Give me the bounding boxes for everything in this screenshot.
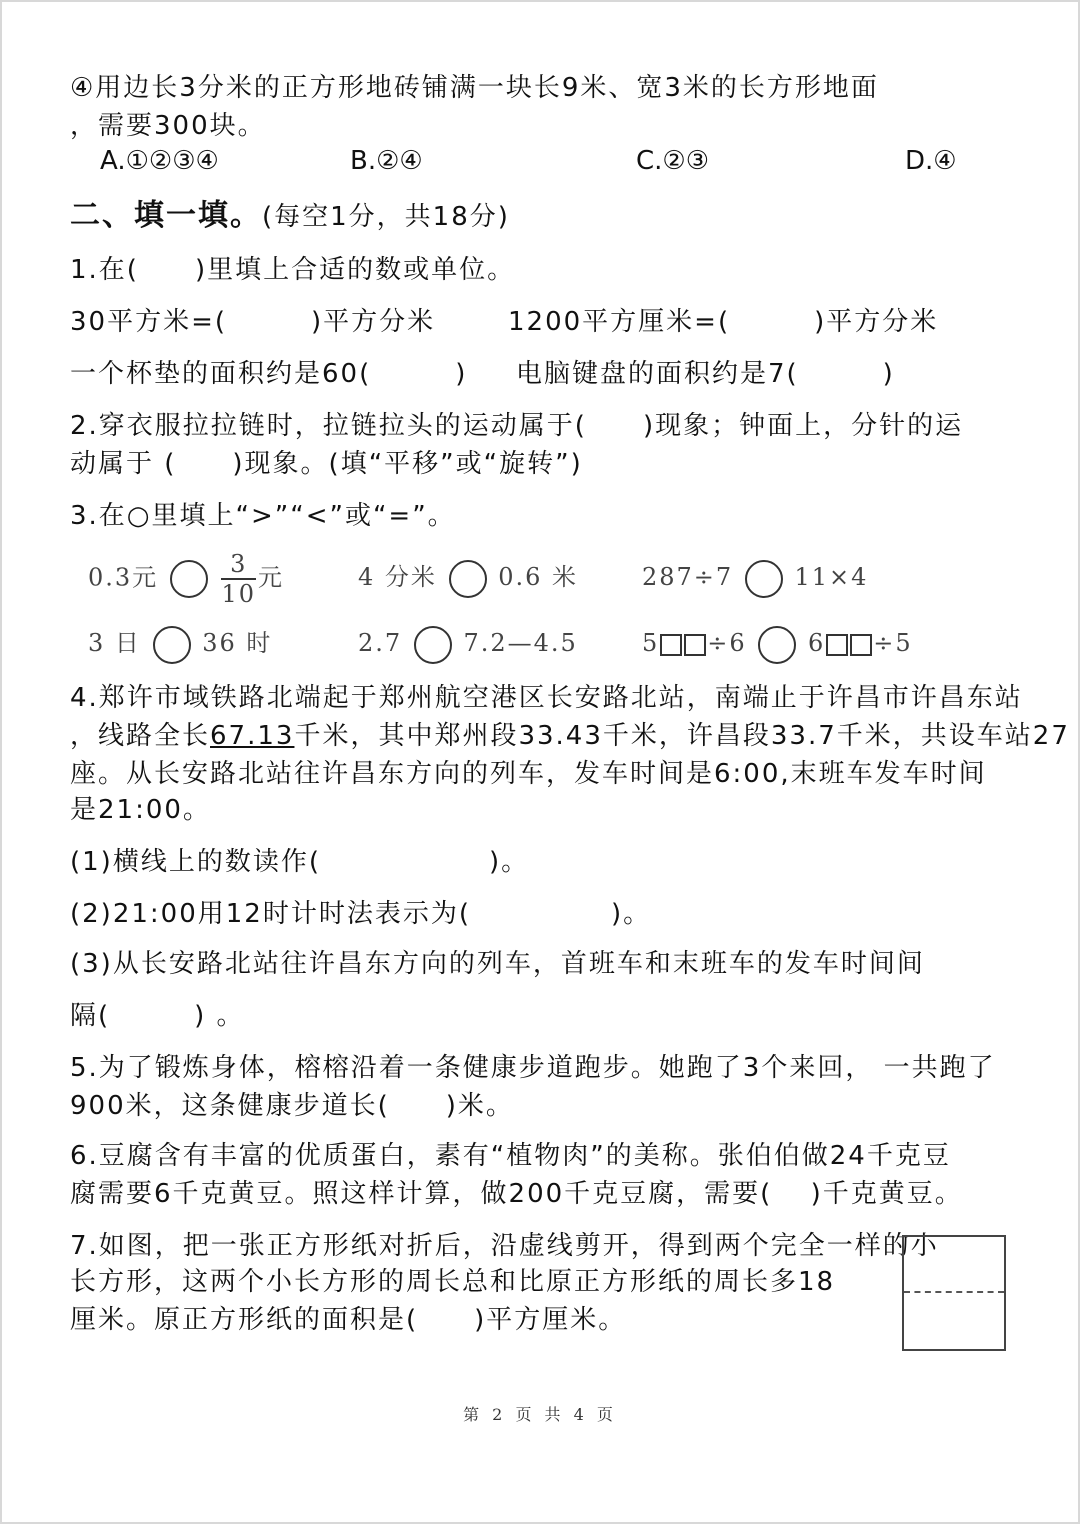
q6-line1: 6.豆腐含有丰富的优质蛋白，素有“植物肉”的美称。张伯伯做24千克豆 <box>70 1141 951 1171</box>
q7-line2: 长方形，这两个小长方形的周长总和比原正方形纸的周长多18 <box>70 1267 836 1297</box>
q6-line2: 腐需要6千克黄豆。照这样计算，做200千克豆腐，需要( )千克黄豆。 <box>70 1179 963 1209</box>
q3-stem: 3.在○里填上“>”“<”或“=”。 <box>70 501 456 531</box>
q7-line1: 7.如图，把一张正方形纸对折后，沿虚线剪开，得到两个完全一样的小 <box>70 1231 939 1261</box>
fraction-numerator: 3 <box>221 552 256 580</box>
compare-1-unit: 元 <box>258 563 284 592</box>
page-footer: 第 2 页 共 4 页 <box>463 1405 617 1424</box>
compare-5-left: 2.7 <box>358 629 403 657</box>
section-heading <box>70 198 510 235</box>
q4-line2-post: 千米，其中郑州段33.43千米，许昌段33.7千米，共设车站27 <box>294 721 1070 751</box>
compare-3-left: 287÷7 <box>642 563 734 591</box>
option-d: D.④ <box>905 146 957 176</box>
q2-line1: 2.穿衣服拉拉链时，拉链拉头的运动属于( )现象；钟面上，分针的运 <box>70 411 964 441</box>
q4-underlined-number: 67.13 <box>210 721 295 751</box>
q4-sub1: (1)横线上的数读作( )。 <box>70 847 530 877</box>
compare-4-left: 3 日 <box>88 629 141 657</box>
square-paper-figure <box>902 1235 1006 1351</box>
q4-line2-pre: ，线路全长 <box>70 721 211 751</box>
fraction <box>221 552 256 606</box>
q1-row2-left: 一个杯垫的面积约是60( ) <box>70 359 468 389</box>
choice-item-4-line2: ，需要300块。 <box>70 111 266 141</box>
compare-2-left: 4 分米 <box>358 563 437 591</box>
q7-line3: 厘米。原正方形纸的面积是( )平方厘米。 <box>70 1305 627 1335</box>
compare-6-right-op: ÷5 <box>873 629 913 657</box>
q1-stem: 1.在( )里填上合适的数或单位。 <box>70 255 516 285</box>
q4-sub3-line1: (3)从长安路北站往许昌东方向的列车，首班车和末班车的发车时间间 <box>70 949 925 979</box>
q5-line1: 5.为了锻炼身体，榕榕沿着一条健康步道跑步。她跑了3个来回， 一共跑了 <box>70 1053 996 1083</box>
fraction-denominator: 10 <box>221 580 256 608</box>
q4-line3: 座。从长安路北站往许昌东方向的列车，发车时间是6:00,末班车发车时间 <box>70 759 987 789</box>
digit-box[interactable] <box>850 634 872 656</box>
option-c: C.②③ <box>636 146 710 176</box>
digit-box[interactable] <box>826 634 848 656</box>
compare-2-circle[interactable] <box>449 560 487 598</box>
digit-box[interactable] <box>684 634 706 656</box>
q4-sub2: (2)21:00用12时计时法表示为( )。 <box>70 899 652 929</box>
compare-1 <box>88 552 284 606</box>
section-subtitle: (每空1分，共18分) <box>262 202 510 232</box>
option-b: B.②④ <box>350 146 423 176</box>
q2-line2: 动属于 ( )现象。(填“平移”或“旋转”) <box>70 449 583 479</box>
q4-line2 <box>70 718 1070 754</box>
compare-4 <box>88 618 272 668</box>
q5-line2: 900米，这条健康步道长( )米。 <box>70 1091 514 1121</box>
compare-1-left: 0.3元 <box>88 563 159 592</box>
compare-3-right: 11×4 <box>794 563 869 591</box>
option-a: A.①②③④ <box>100 146 219 176</box>
q4-line1: 4.郑许市域铁路北端起于郑州航空港区长安路北站，南端止于许昌市许昌东站 <box>70 683 1023 713</box>
compare-2 <box>358 552 578 602</box>
dashed-cut-line <box>904 1291 1004 1293</box>
choice-item-4-line1: ④用边长3分米的正方形地砖铺满一块长9米、宽3米的长方形地面 <box>70 73 879 103</box>
compare-6 <box>642 618 913 668</box>
compare-6-circle[interactable] <box>758 626 796 664</box>
compare-6-left-op: ÷6 <box>707 629 747 657</box>
q1-row1-right: 1200平方厘米=( )平方分米 <box>508 307 939 337</box>
q1-row1-left: 30平方米=( )平方分米 <box>70 307 436 337</box>
compare-2-right: 0.6 米 <box>498 563 578 591</box>
q1-row2-right: 电脑键盘的面积约是7( ) <box>516 359 895 389</box>
q4-line4: 是21:00。 <box>70 795 211 825</box>
compare-5-right: 7.2—4.5 <box>463 629 578 657</box>
compare-5 <box>358 618 578 668</box>
compare-5-circle[interactable] <box>414 626 452 664</box>
section-title: 二、填一填。 <box>70 198 262 233</box>
q4-sub3-line2: 隔( ) 。 <box>70 1001 245 1031</box>
compare-4-circle[interactable] <box>153 626 191 664</box>
compare-6-right-digit: 6 <box>807 629 826 657</box>
compare-1-circle[interactable] <box>170 560 208 598</box>
compare-6-left-digit: 5 <box>642 629 660 657</box>
digit-box[interactable] <box>660 634 682 656</box>
compare-4-right: 36 时 <box>202 629 273 657</box>
compare-3 <box>642 552 868 602</box>
compare-3-circle[interactable] <box>745 560 783 598</box>
